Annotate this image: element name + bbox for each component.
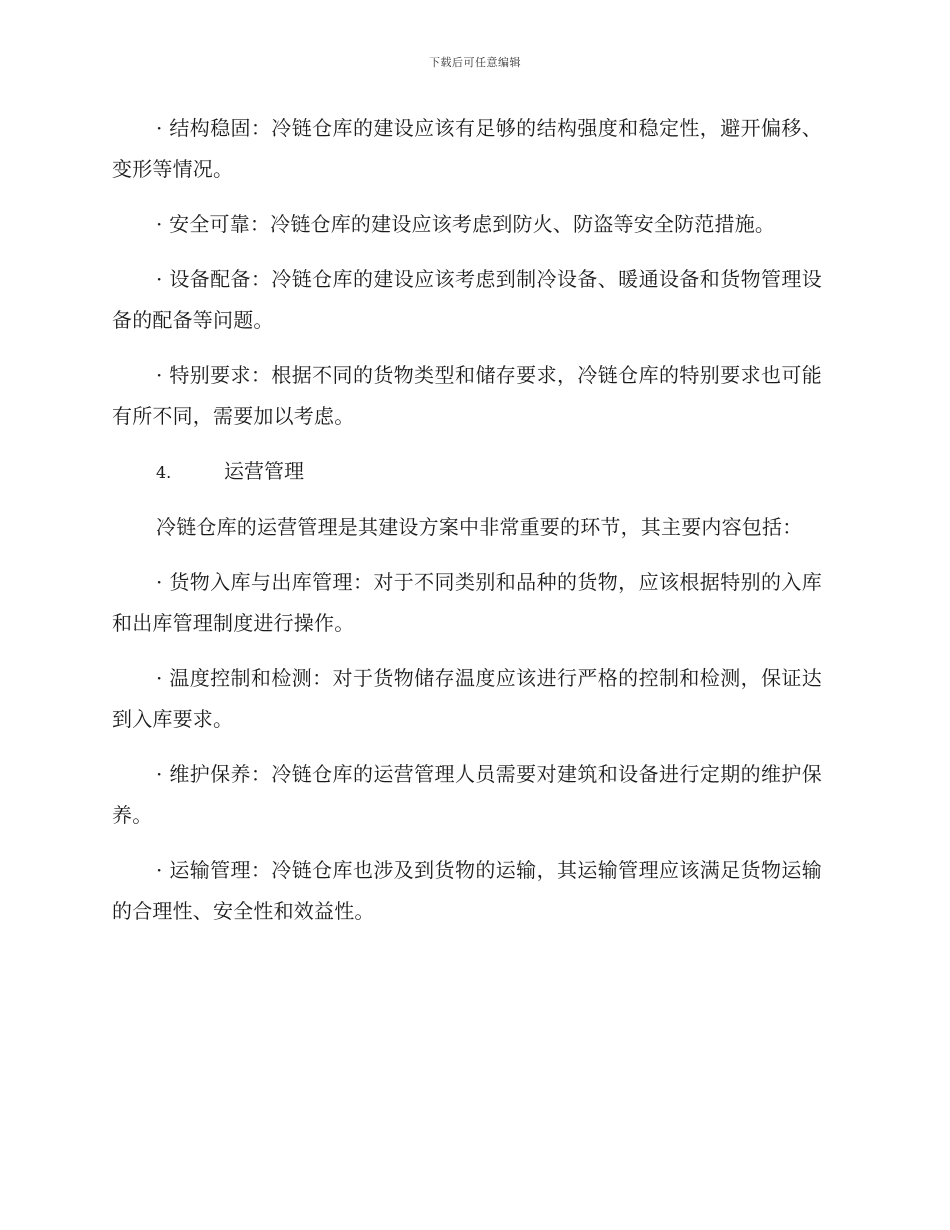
bullet-equipment: · 设备配备：冷链仓库的建设应该考虑到制冷设备、暖通设备和货物管理设备的配备等问题。 bbox=[112, 267, 822, 332]
section-intro: 冷链仓库的运营管理是其建设方案中非常重要的环节，其主要内容包括： bbox=[156, 515, 803, 539]
bullet-safety-reliability: · 安全可靠：冷链仓库的建设应该考虑到防火、防盗等安全防范措施。 bbox=[156, 212, 776, 236]
bullet-structure-stability: · 结构稳固：冷链仓库的建设应该有足够的结构强度和稳定性，避开偏移、变形等情况。 bbox=[112, 116, 822, 181]
bullet-inbound-outbound: · 货物入库与出库管理：对于不同类别和品种的货物，应该根据特别的入库和出库管理制度进行操作。 bbox=[112, 570, 822, 635]
bullet-temperature-control: · 温度控制和检测：对于货物储存温度应该进行严格的控制和检测，保证达到入库要求。 bbox=[112, 666, 822, 731]
page-header: 下载后可任意编辑 bbox=[429, 56, 521, 69]
section-number: 4. bbox=[156, 463, 172, 482]
bullet-transport: · 运输管理：冷链仓库也涉及到货物的运输，其运输管理应该满足货物运输的合理性、安全性和效益性。 bbox=[112, 858, 822, 923]
bullet-maintenance: · 维护保养：冷链仓库的运营管理人员需要对建筑和设备进行定期的维护保养。 bbox=[112, 762, 822, 827]
document-body bbox=[112, 108, 822, 932]
bullet-special-requirements: · 特别要求：根据不同的货物类型和储存要求，冷链仓库的特别要求也可能有所不同，需要加以考虑。 bbox=[112, 363, 822, 428]
section-heading bbox=[112, 451, 822, 493]
section-title: 运营管理 bbox=[224, 459, 304, 483]
